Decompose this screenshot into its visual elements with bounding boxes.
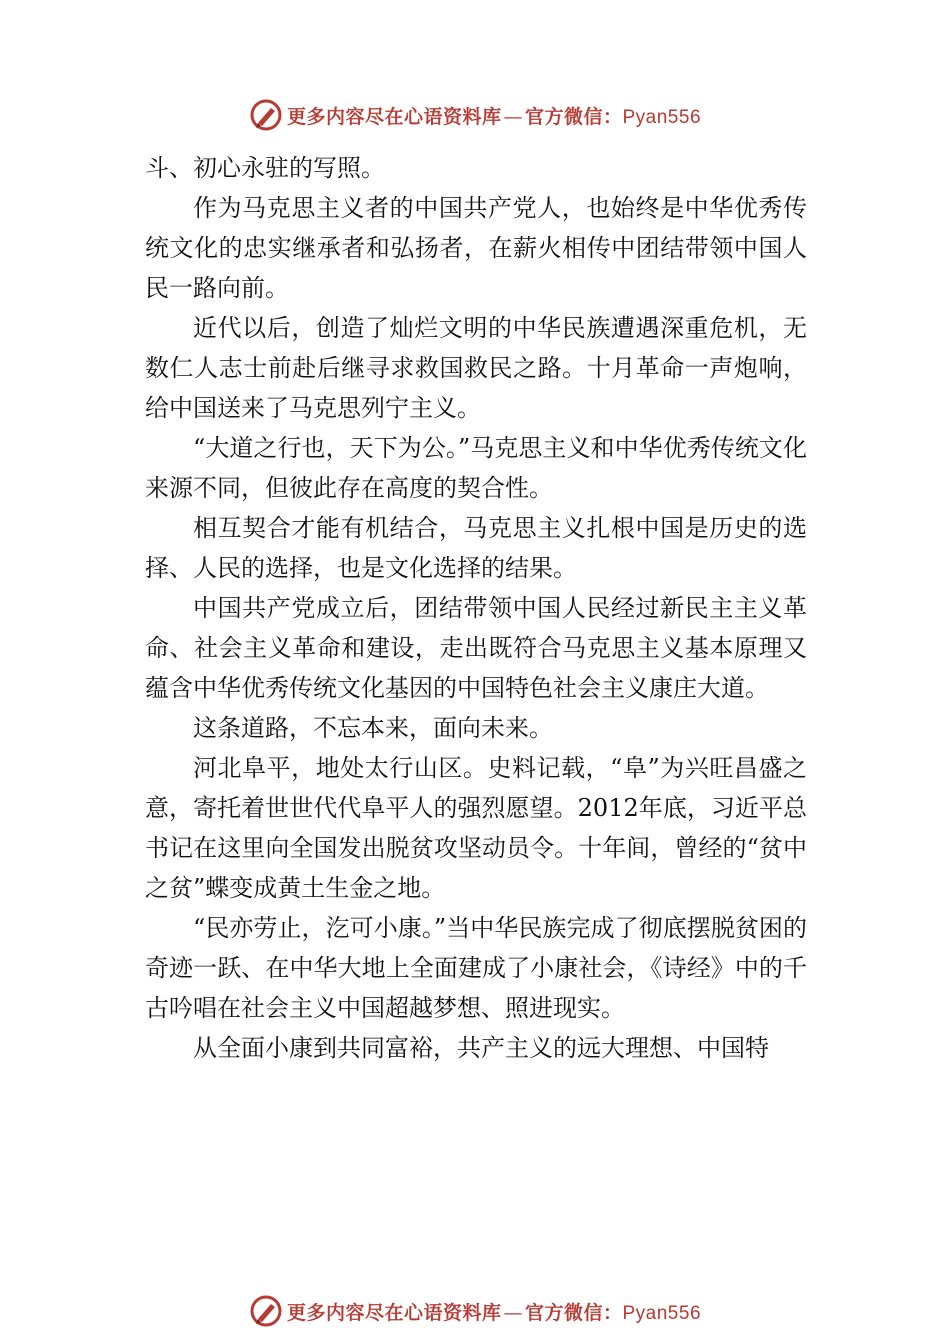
document-body: [145, 148, 807, 1068]
paragraph: 斗、初心永驻的写照。: [145, 154, 385, 182]
header-dash: —: [503, 105, 523, 128]
footer-wechat-id: Pyan556: [622, 1302, 702, 1324]
header-site-text: 更多内容尽在心语资料库: [286, 105, 502, 128]
paragraph: “大道之行也，天下为公。”马克思主义和中华优秀传统文化来源不同，但彼此存在高度的契合性。: [145, 434, 807, 502]
footer-wechat-label: 官方微信：: [524, 1301, 623, 1324]
paragraph: 近代以后，创造了灿烂文明的中华民族遭遇深重危机，无数仁人志士前赴后继寻求救国救民之路。十月革命一声炮响，给中国送来了马克思列宁主义。: [145, 314, 807, 422]
paragraph: 河北阜平，地处太行山区。史料记载，“阜”为兴旺昌盛之意，寄托着世世代代阜平人的强烈愿望。2012年底，习近平总书记在这里向全国发出脱贫攻坚动员令。十年间，曾经的“贫中之贫”蝶变成黄土生金之地。: [145, 754, 807, 902]
header-wechat-id: Pyan556: [622, 106, 702, 128]
footer-dash: —: [503, 1301, 523, 1324]
footer-site-text: 更多内容尽在心语资料库: [286, 1301, 502, 1324]
pen-logo-icon: [249, 98, 283, 132]
header-banner: [0, 95, 950, 135]
pen-logo-icon: [249, 1294, 283, 1328]
header-wechat-label: 官方微信：: [524, 105, 623, 128]
paragraph: 作为马克思主义者的中国共产党人，也始终是中华优秀传统文化的忠实继承者和弘扬者，在薪火相传中团结带领中国人民一路向前。: [145, 194, 807, 302]
footer-banner: [0, 1291, 950, 1331]
header-text: [287, 102, 701, 129]
paragraph: 中国共产党成立后，团结带领中国人民经过新民主主义革命、社会主义革命和建设，走出既符合马克思主义基本原理又蕴含中华优秀传统文化基因的中国特色社会主义康庄大道。: [145, 594, 807, 702]
paragraph: 从全面小康到共同富裕，共产主义的远大理想、中国特: [193, 1034, 769, 1062]
footer-text: [287, 1298, 701, 1325]
paragraph: “民亦劳止，汔可小康。”当中华民族完成了彻底摆脱贫困的奇迹一跃、在中华大地上全面建成了小康社会，《诗经》中的千古吟唱在社会主义中国超越梦想、照进现实。: [145, 914, 807, 1022]
paragraph: 相互契合才能有机结合，马克思主义扎根中国是历史的选择、人民的选择，也是文化选择的结果。: [145, 514, 807, 582]
paragraph: 这条道路，不忘本来，面向未来。: [193, 714, 553, 742]
